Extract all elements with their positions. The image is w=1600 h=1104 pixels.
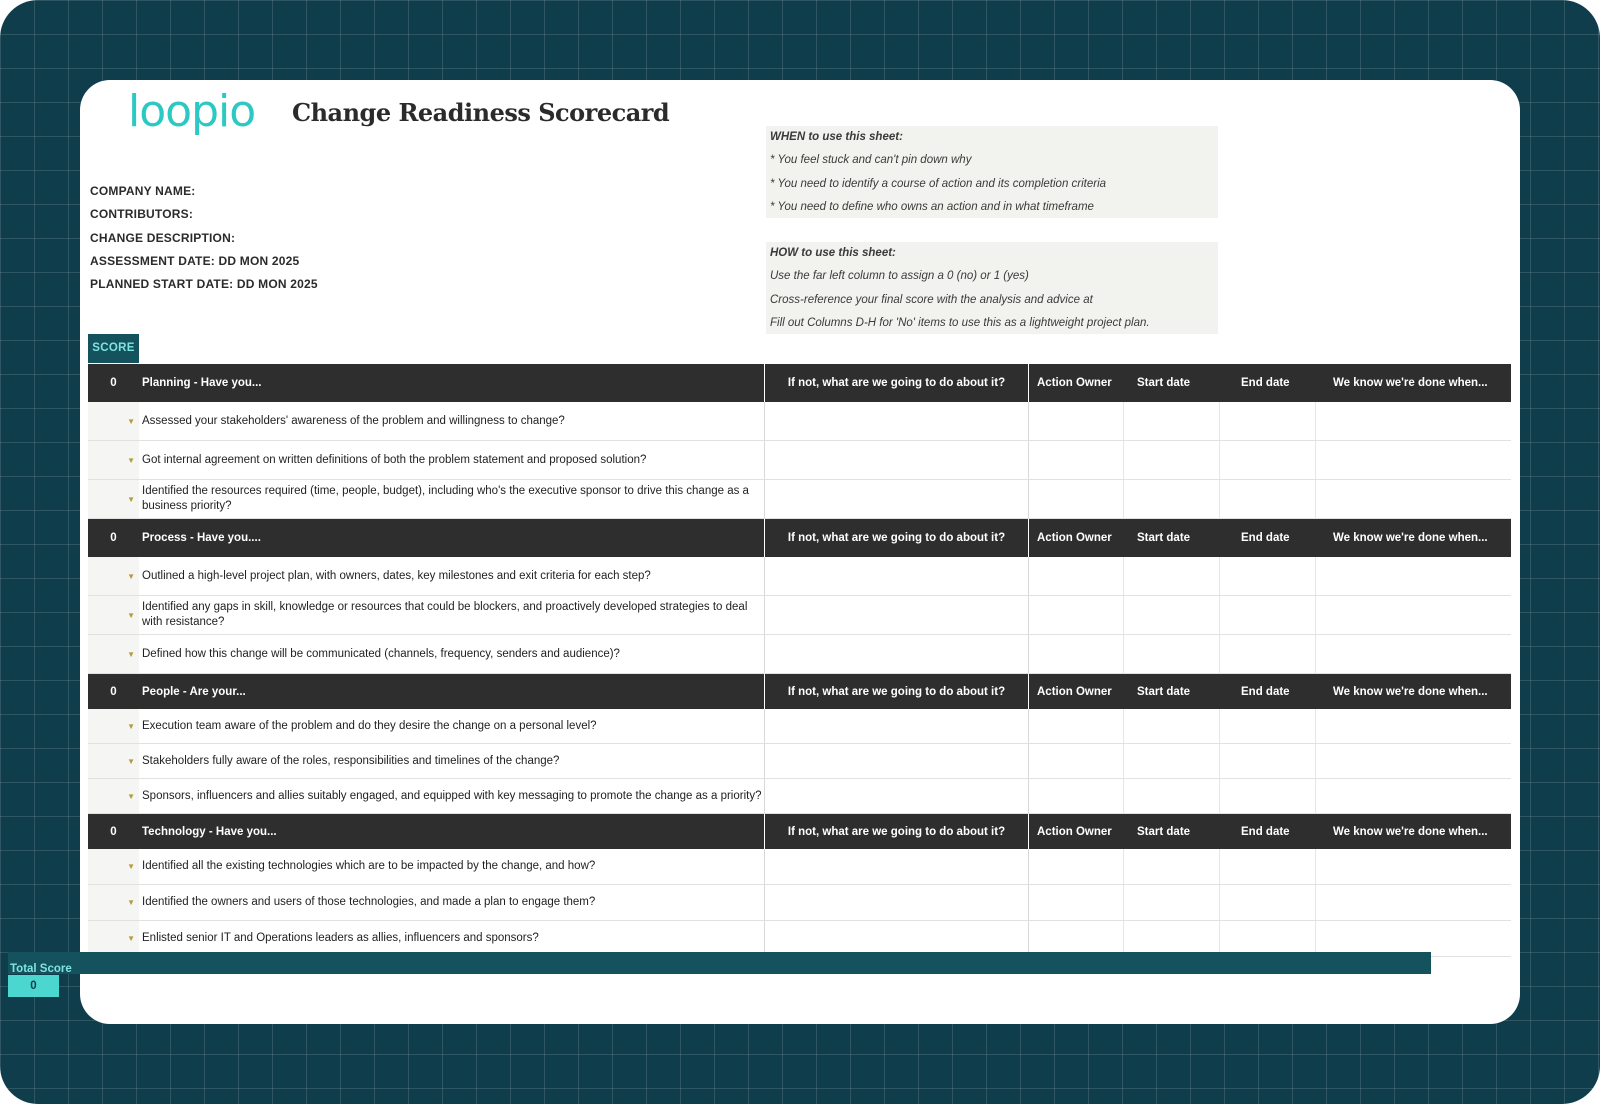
question-text: Identified the resources required (time, people, budget), including who's the executive sponsor to drive this change as a business priority? [142, 485, 749, 512]
scorecard-sheet [80, 80, 1520, 1024]
end-date-cell[interactable] [1219, 849, 1315, 884]
planned-start-date-field[interactable]: PLANNED START DATE: DD MON 2025 [90, 277, 318, 292]
score-dropdown[interactable] [88, 635, 139, 673]
end-date-cell[interactable] [1219, 744, 1315, 778]
table-row [88, 480, 1511, 519]
when-line: * You need to identify a course of action and its completion criteria [770, 177, 1107, 190]
chevron-down-icon[interactable]: ▼ [127, 649, 135, 659]
question-text: Identified all the existing technologies which are to be impacted by the change, and how? [142, 860, 596, 872]
how-line: Use the far left column to assign a 0 (no) or 1 (yes) [770, 270, 1029, 283]
question-text: Stakeholders fully aware of the roles, responsibilities and timelines of the change? [142, 754, 560, 767]
score-dropdown[interactable] [88, 402, 139, 440]
start-date-cell[interactable] [1123, 480, 1219, 518]
chevron-down-icon[interactable]: ▼ [127, 610, 135, 620]
loopio-logo: loopio [128, 86, 256, 137]
action-cell[interactable] [764, 921, 1028, 956]
chevron-down-icon[interactable]: ▼ [127, 934, 135, 943]
how-heading: HOW to use this sheet: [770, 247, 896, 259]
done-when-cell[interactable] [1315, 779, 1511, 813]
end-date-cell[interactable] [1219, 402, 1315, 440]
done-when-cell[interactable] [1315, 849, 1511, 884]
end-date-cell[interactable] [1219, 441, 1315, 479]
table-row [88, 557, 1511, 596]
end-date-cell[interactable] [1219, 635, 1315, 673]
contributors-field[interactable]: CONTRIBUTORS: [90, 207, 194, 222]
end-date-cell[interactable] [1219, 921, 1315, 956]
total-score-label: Total Score [10, 963, 72, 975]
done-when-cell[interactable] [1315, 709, 1511, 743]
table-row [88, 596, 1511, 635]
owner-cell[interactable] [1028, 441, 1123, 479]
start-date-cell[interactable] [1123, 885, 1219, 920]
table-row [88, 849, 1511, 885]
done-when-cell[interactable] [1315, 921, 1511, 956]
end-date-cell[interactable] [1219, 557, 1315, 595]
table-row [88, 744, 1511, 779]
page-title: Change Readiness Scorecard [292, 98, 670, 127]
chevron-down-icon[interactable]: ▼ [127, 721, 135, 731]
owner-cell[interactable] [1028, 779, 1123, 813]
start-date-cell[interactable] [1123, 921, 1219, 956]
table-row [88, 635, 1511, 674]
question-text: Got internal agreement on written definitions of both the problem statement and proposed solution? [142, 453, 647, 466]
start-date-cell[interactable] [1123, 635, 1219, 673]
scorecard-table [88, 364, 1511, 957]
action-cell[interactable] [764, 635, 1028, 673]
section-score[interactable]: 0 [110, 532, 117, 544]
owner-cell[interactable] [1028, 480, 1123, 518]
question-text: Outlined a high-level project plan, with owners, dates, key milestones and exit criteria for each step? [142, 569, 651, 582]
table-row [88, 709, 1511, 744]
section-title: Technology - Have you... [142, 825, 277, 838]
action-cell[interactable] [764, 709, 1028, 743]
column-action-header: If not, what are we going to do about it? [764, 674, 1028, 709]
chevron-down-icon[interactable]: ▼ [127, 756, 135, 766]
score-dropdown[interactable] [88, 744, 139, 778]
chevron-down-icon[interactable]: ▼ [127, 898, 135, 907]
chevron-down-icon[interactable]: ▼ [127, 571, 135, 581]
owner-cell[interactable] [1028, 885, 1123, 920]
question-text: Execution team aware of the problem and do they desire the change on a personal level? [142, 719, 597, 732]
question-text: Assessed your stakeholders' awareness of the problem and willingness to change? [142, 414, 565, 427]
chevron-down-icon[interactable]: ▼ [127, 791, 135, 801]
how-line: Fill out Columns D-H for 'No' items to use this as a lightweight project plan. [770, 316, 1150, 329]
when-to-use-box [766, 126, 1218, 218]
column-end-header: End date [1241, 532, 1290, 544]
done-when-cell[interactable] [1315, 885, 1511, 920]
done-when-cell[interactable] [1315, 441, 1511, 479]
question-text: Sponsors, influencers and allies suitably engaged, and equipped with key messaging to promote the change as a priority? [142, 789, 762, 802]
column-done-header: We know we're done when... [1333, 377, 1488, 389]
question-text: Identified any gaps in skill, knowledge or resources that could be blockers, and proactively developed strategies to deal with resistance? [142, 601, 748, 628]
action-cell[interactable] [764, 441, 1028, 479]
score-column-label: SCORE [88, 334, 139, 363]
owner-cell[interactable] [1028, 849, 1123, 884]
table-row [88, 402, 1511, 441]
section-score[interactable]: 0 [110, 377, 117, 389]
section-header-row [88, 674, 1511, 709]
when-heading: WHEN to use this sheet: [770, 131, 903, 143]
question-text: Identified the owners and users of those technologies, and made a plan to engage them? [142, 896, 596, 908]
done-when-cell[interactable] [1315, 480, 1511, 518]
done-when-cell[interactable] [1315, 635, 1511, 673]
table-row [88, 885, 1511, 921]
start-date-cell[interactable] [1123, 402, 1219, 440]
end-date-cell[interactable] [1219, 779, 1315, 813]
action-cell[interactable] [764, 779, 1028, 813]
start-date-cell[interactable] [1123, 441, 1219, 479]
score-dropdown[interactable] [88, 885, 139, 920]
owner-cell[interactable] [1028, 557, 1123, 595]
action-cell[interactable] [764, 885, 1028, 920]
owner-cell[interactable] [1028, 402, 1123, 440]
column-done-header: We know we're done when... [1333, 532, 1488, 544]
done-when-cell[interactable] [1315, 744, 1511, 778]
done-when-cell[interactable] [1315, 402, 1511, 440]
owner-cell[interactable] [1028, 709, 1123, 743]
owner-cell[interactable] [1028, 596, 1123, 634]
section-title: Process - Have you.... [142, 532, 261, 544]
question-text: Defined how this change will be communicated (channels, frequency, senders and audience)? [142, 647, 620, 660]
column-start-header: Start date [1137, 685, 1191, 698]
section-title: Planning - Have you... [142, 377, 262, 389]
column-action-header: If not, what are we going to do about it? [764, 364, 1028, 402]
action-cell[interactable] [764, 596, 1028, 634]
owner-cell[interactable] [1028, 744, 1123, 778]
chevron-down-icon[interactable]: ▼ [127, 862, 135, 871]
action-cell[interactable] [764, 402, 1028, 440]
column-done-header: We know we're done when... [1333, 825, 1488, 838]
score-dropdown[interactable] [88, 849, 139, 884]
score-dropdown[interactable] [88, 709, 139, 743]
table-row [88, 441, 1511, 480]
column-done-header: We know we're done when... [1333, 685, 1488, 698]
column-start-header: Start date [1137, 532, 1191, 544]
score-dropdown[interactable] [88, 596, 139, 634]
start-date-cell[interactable] [1123, 596, 1219, 634]
total-score-bar [8, 952, 1431, 974]
column-start-header: Start date [1137, 377, 1191, 389]
section-header-row [88, 814, 1511, 849]
column-end-header: End date [1241, 377, 1290, 389]
end-date-cell[interactable] [1219, 596, 1315, 634]
section-header-row [88, 519, 1511, 557]
score-dropdown[interactable] [88, 779, 139, 813]
action-cell[interactable] [764, 744, 1028, 778]
column-owner-header: Action Owner [1028, 814, 1123, 849]
column-end-header: End date [1241, 685, 1290, 698]
action-cell[interactable] [764, 480, 1028, 518]
section-score[interactable]: 0 [110, 685, 117, 698]
column-owner-header: Action Owner [1028, 519, 1123, 557]
section-score[interactable]: 0 [110, 825, 117, 838]
end-date-cell[interactable] [1219, 480, 1315, 518]
start-date-cell[interactable] [1123, 744, 1219, 778]
score-dropdown[interactable] [88, 557, 139, 595]
column-owner-header: Action Owner [1028, 674, 1123, 709]
done-when-cell[interactable] [1315, 557, 1511, 595]
when-line: * You feel stuck and can't pin down why [770, 154, 972, 167]
question-text: Enlisted senior IT and Operations leaders as allies, influencers and sponsors? [142, 932, 539, 944]
action-cell[interactable] [764, 557, 1028, 595]
how-to-use-box [766, 242, 1218, 334]
start-date-cell[interactable] [1123, 849, 1219, 884]
end-date-cell[interactable] [1219, 709, 1315, 743]
owner-cell[interactable] [1028, 635, 1123, 673]
column-action-header: If not, what are we going to do about it? [764, 519, 1028, 557]
start-date-cell[interactable] [1123, 557, 1219, 595]
meta-fields [90, 180, 318, 296]
score-dropdown[interactable] [88, 480, 139, 518]
chevron-down-icon[interactable]: ▼ [127, 455, 135, 465]
company-name-field[interactable]: COMPANY NAME: [90, 184, 196, 198]
column-owner-header: Action Owner [1028, 364, 1123, 402]
total-score-value[interactable]: 0 [8, 975, 59, 997]
column-end-header: End date [1241, 825, 1290, 838]
section-header-row [88, 364, 1511, 402]
when-line: * You need to define who owns an action and in what timeframe [770, 200, 1094, 213]
change-description-field[interactable]: CHANGE DESCRIPTION: [90, 230, 236, 245]
start-date-cell[interactable] [1123, 779, 1219, 813]
chevron-down-icon[interactable]: ▼ [127, 416, 135, 426]
assessment-date-field[interactable]: ASSESSMENT DATE: DD MON 2025 [90, 253, 300, 268]
chevron-down-icon[interactable]: ▼ [127, 494, 135, 504]
end-date-cell[interactable] [1219, 885, 1315, 920]
table-row [88, 779, 1511, 814]
action-cell[interactable] [764, 849, 1028, 884]
score-dropdown[interactable] [88, 921, 139, 956]
owner-cell[interactable] [1028, 921, 1123, 956]
column-start-header: Start date [1137, 825, 1191, 838]
section-title: People - Are your... [142, 685, 246, 698]
score-dropdown[interactable] [88, 441, 139, 479]
column-action-header: If not, what are we going to do about it? [764, 814, 1028, 849]
start-date-cell[interactable] [1123, 709, 1219, 743]
done-when-cell[interactable] [1315, 596, 1511, 634]
how-line: Cross-reference your final score with the analysis and advice at [770, 293, 1093, 306]
